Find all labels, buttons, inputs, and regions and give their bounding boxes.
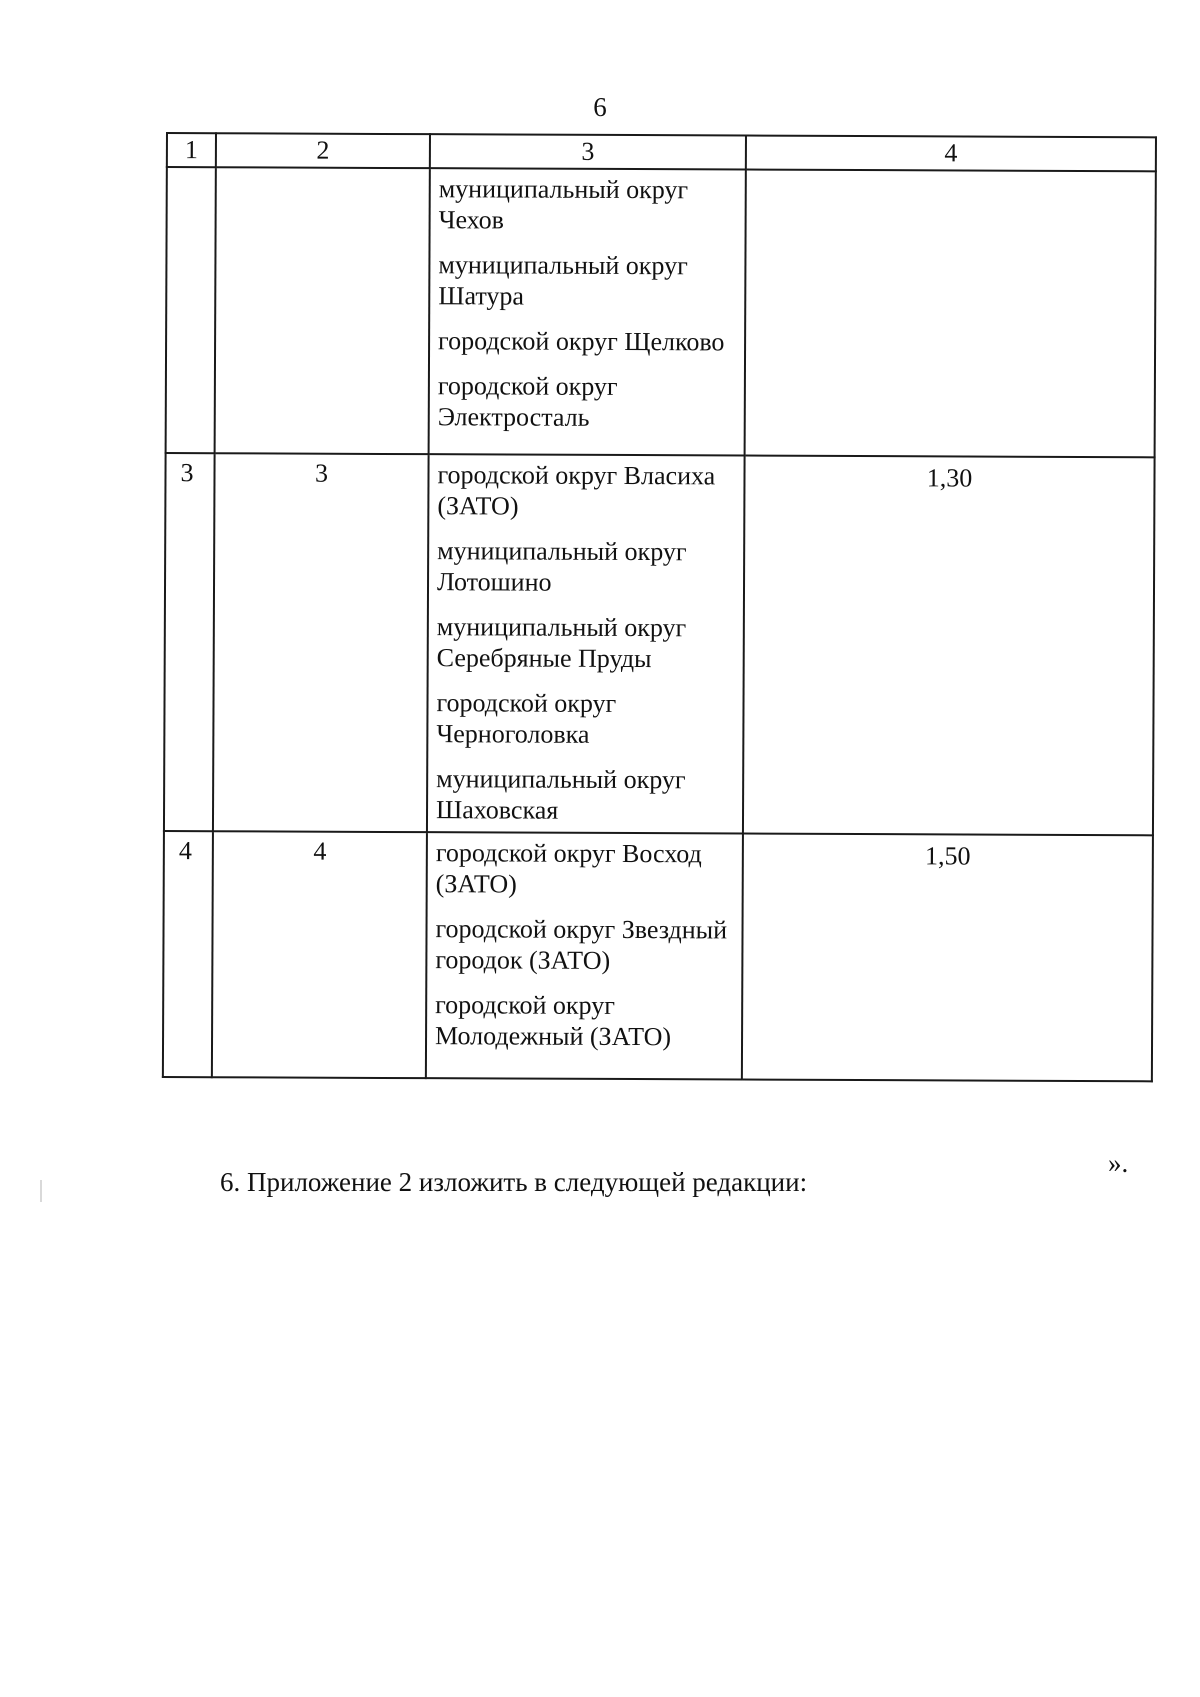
districts-cell [427,454,745,833]
district-item: городской округ Звездный городок (ЗАТО) [435,914,728,975]
coefficient-cell: 1,50 [742,834,1153,1082]
district-item: муниципальный округ Шаховская [435,764,686,825]
district-item: муниципальный округ Чехов [438,174,689,235]
table-row [163,831,1153,1081]
coefficient-table [162,132,1157,1082]
table-header-row [167,133,1156,171]
header-col-3: 3 [430,134,746,169]
header-col-4: 4 [746,136,1156,172]
district-item: городской округ Молодежный (ЗАТО) [434,990,672,1052]
district-item: городской округ Черноголовка [436,688,617,749]
category-cell: 3 [213,453,429,832]
table-row [164,453,1155,835]
districts-cell [429,168,746,455]
category-cell [215,167,430,454]
group-number-cell [166,167,216,453]
district-item: муниципальный округ Серебряные Пруды [436,612,687,674]
district-item: муниципальный округ Шатура [438,250,688,311]
header-col-2: 2 [216,133,430,168]
district-item: муниципальный округ Лотошино [436,536,687,597]
scan-artifact-mark [40,1180,42,1202]
district-item: городской округ Восход (ЗАТО) [435,838,702,899]
group-number-cell: 3 [164,453,215,831]
closing-quote: ». [1108,1148,1129,1178]
amendment-paragraph: 6. Приложение 2 изложить в следующей редакции: [220,1167,808,1197]
districts-cell [426,832,743,1079]
header-col-1: 1 [167,133,216,167]
group-number-cell: 4 [163,831,213,1077]
page-number: 6 [593,92,607,122]
table-row [166,167,1156,457]
district-item: городской округ Щелково [438,326,725,357]
category-cell: 4 [212,831,427,1078]
coefficient-cell: 1,30 [743,456,1155,836]
district-item: городской округ Электросталь [437,371,618,432]
coefficient-cell [745,170,1156,458]
district-item: городской округ Власиха (ЗАТО) [437,460,716,521]
